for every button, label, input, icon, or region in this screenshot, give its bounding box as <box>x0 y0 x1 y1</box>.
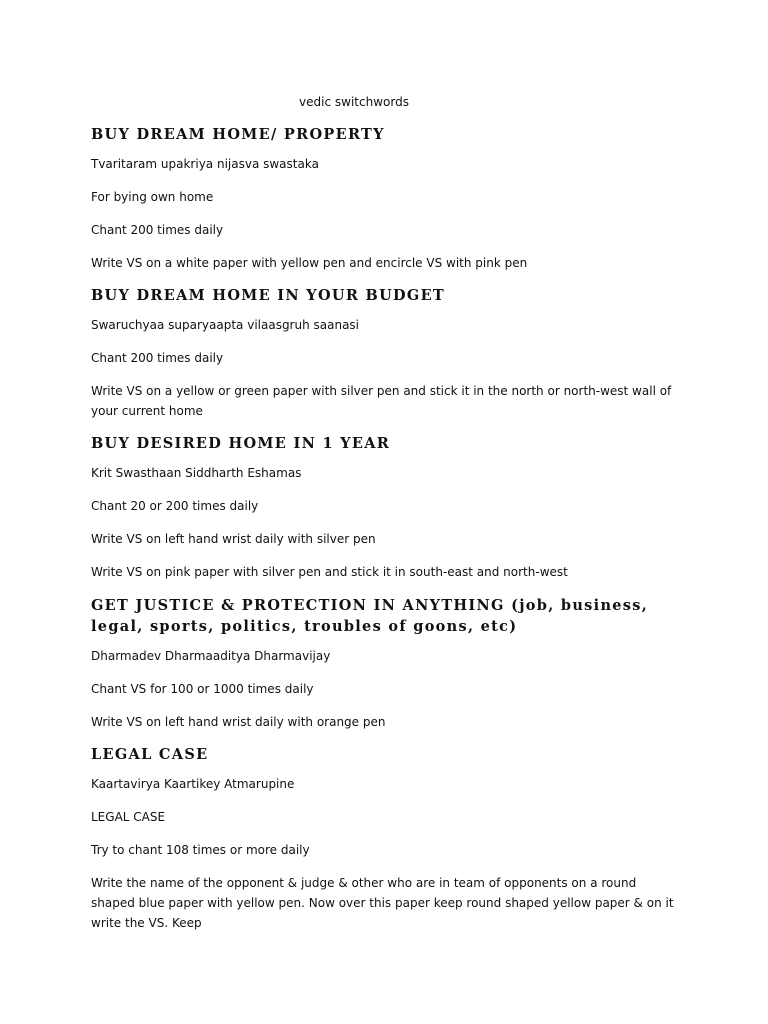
section-heading: GET JUSTICE & PROTECTION IN ANYTHING (job, business, legal, sports, politics, troubles of goons, etc) <box>91 597 649 635</box>
paragraph: Chant 200 times daily <box>91 351 224 365</box>
section-buy-dream-home-budget <box>91 286 681 421</box>
paragraph: For bying own home <box>91 190 214 204</box>
document-body <box>91 125 681 946</box>
section-heading: BUY DESIRED HOME IN 1 YEAR <box>91 435 391 452</box>
paragraph: Write VS on left hand wrist daily with silver pen <box>91 532 376 546</box>
section-get-justice-protection <box>91 595 681 732</box>
paragraph: Kaartavirya Kaartikey Atmarupine <box>91 777 295 791</box>
paragraph: Dharmadev Dharmaaditya Dharmavijay <box>91 649 331 663</box>
section-legal-case <box>91 745 681 933</box>
section-heading: LEGAL CASE <box>91 746 209 763</box>
paragraph: Krit Swasthaan Siddharth Eshamas <box>91 466 302 480</box>
paragraph: Write VS on a yellow or green paper with silver pen and stick it in the north or north-west wall of your current home <box>91 384 672 418</box>
document-title: vedic switchwords <box>299 95 409 109</box>
paragraph: LEGAL CASE <box>91 810 166 824</box>
paragraph: Chant VS for 100 or 1000 times daily <box>91 682 314 696</box>
paragraph: Try to chant 108 times or more daily <box>91 843 310 857</box>
paragraph: Chant 20 or 200 times daily <box>91 499 259 513</box>
paragraph: Swaruchyaa suparyaapta vilaasgruh saanasi <box>91 318 360 332</box>
paragraph: Write VS on a white paper with yellow pen and encircle VS with pink pen <box>91 256 528 270</box>
section-heading: BUY DREAM HOME/ PROPERTY <box>91 126 385 143</box>
section-heading: BUY DREAM HOME IN YOUR BUDGET <box>91 287 446 304</box>
paragraph: Write the name of the opponent & judge & other who are in team of opponents on a round shaped blue paper with yellow pen. Now over this paper keep round shaped yellow paper & on it write the VS. Keep <box>91 876 674 930</box>
paragraph: Write VS on pink paper with silver pen and stick it in south-east and north-west <box>91 565 568 579</box>
paragraph: Write VS on left hand wrist daily with orange pen <box>91 715 386 729</box>
section-buy-dream-home-property <box>91 125 681 273</box>
paragraph: Chant 200 times daily <box>91 223 224 237</box>
section-buy-desired-home-1-year <box>91 434 681 582</box>
paragraph: Tvaritaram upakriya nijasva swastaka <box>91 157 319 171</box>
